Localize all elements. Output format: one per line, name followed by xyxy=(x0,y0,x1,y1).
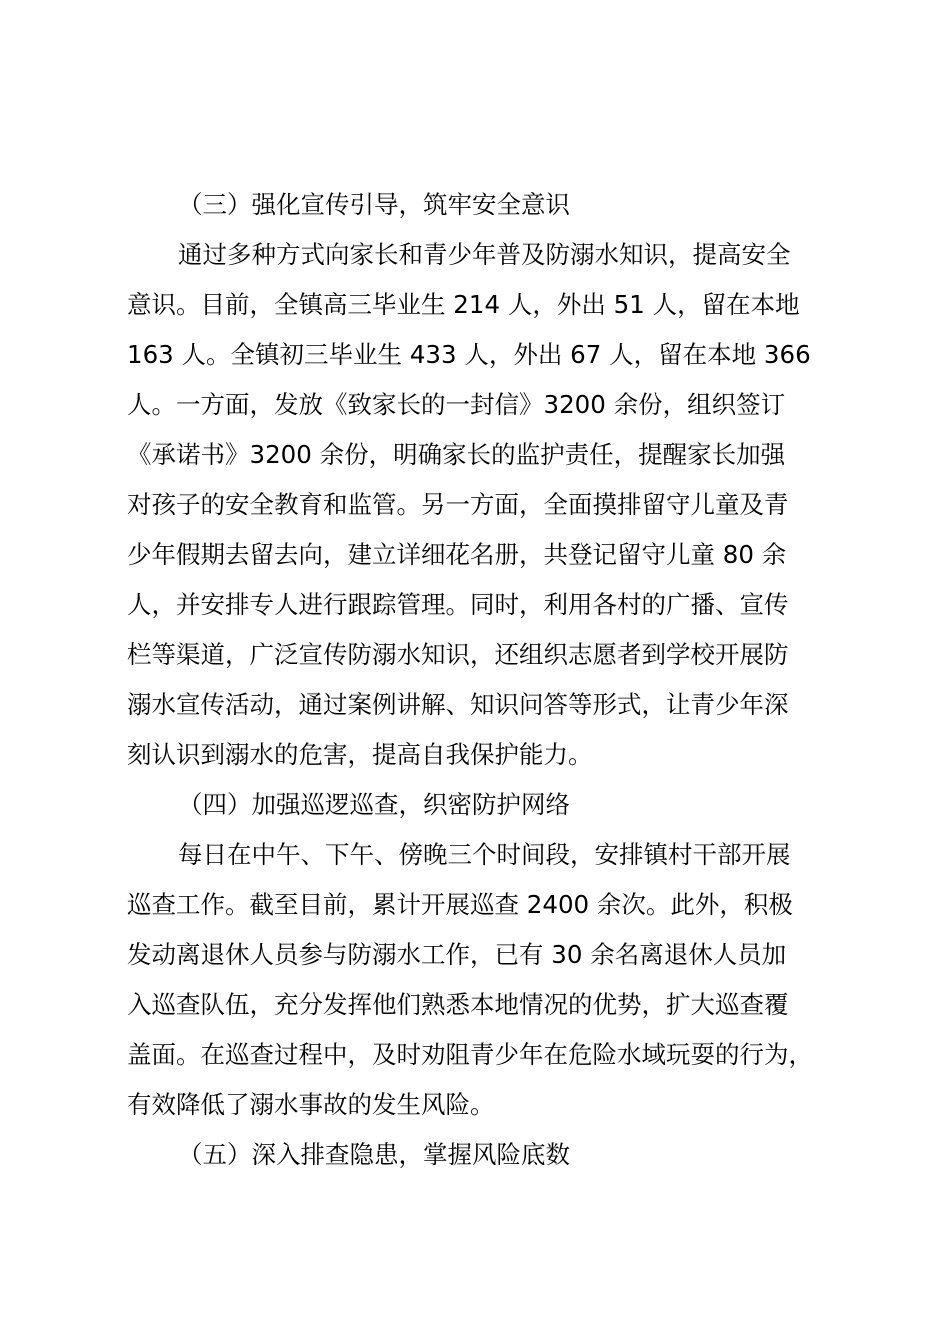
paragraph-line: 通过多种方式向家长和青少年普及防溺水知识，提高安全 xyxy=(178,240,791,269)
paragraph-line: 对孩子的安全教育和监管。另一方面，全面摸排留守儿童及青 xyxy=(127,490,789,519)
paragraph-line: 每日在中午、下午、傍晚三个时间段，安排镇村干部开展 xyxy=(178,840,791,869)
paragraph-line: 意识。目前，全镇高三毕业生 214 人，外出 51 人，留在本地 xyxy=(127,290,800,319)
paragraph-line: 163 人。全镇初三毕业生 433 人，外出 67 人，留在本地 366 xyxy=(127,340,811,369)
paragraph-line: 栏等渠道，广泛宣传防溺水知识，还组织志愿者到学校开展防 xyxy=(127,640,789,669)
paragraph-line: 巡查工作。截至目前，累计开展巡查 2400 余次。此外，积极 xyxy=(127,890,793,919)
paragraph-line: 发动离退休人员参与防溺水工作，已有 30 余名离退休人员加 xyxy=(127,940,787,969)
paragraph-line: 盖面。在巡查过程中，及时劝阻青少年在危险水域玩耍的行为， xyxy=(127,1040,813,1069)
section-heading-5: （五）深入排查隐患，掌握风险底数 xyxy=(178,1140,570,1169)
paragraph-line: 《承诺书》3200 余份，明确家长的监护责任，提醒家长加强 xyxy=(127,440,786,469)
paragraph-line: 溺水宣传活动，通过案例讲解、知识问答等形式，让青少年深 xyxy=(127,690,789,719)
paragraph-line: 人。一方面，发放《致家长的一封信》3200 余份，组织签订 xyxy=(127,390,786,419)
paragraph-line: 入巡查队伍，充分发挥他们熟悉本地情况的优势，扩大巡查覆 xyxy=(127,990,789,1019)
paragraph-line: 少年假期去留去向，建立详细花名册，共登记留守儿童 80 余 xyxy=(127,540,787,569)
paragraph-line: 人，并安排专人进行跟踪管理。同时，利用各村的广播、宣传 xyxy=(127,590,789,619)
section-heading-4: （四）加强巡逻巡查，织密防护网络 xyxy=(178,790,570,819)
section-heading-3: （三）强化宣传引导，筑牢安全意识 xyxy=(178,190,570,219)
paragraph-line: 刻认识到溺水的危害，提高自我保护能力。 xyxy=(127,740,593,769)
paragraph-line: 有效降低了溺水事故的发生风险。 xyxy=(127,1090,495,1119)
